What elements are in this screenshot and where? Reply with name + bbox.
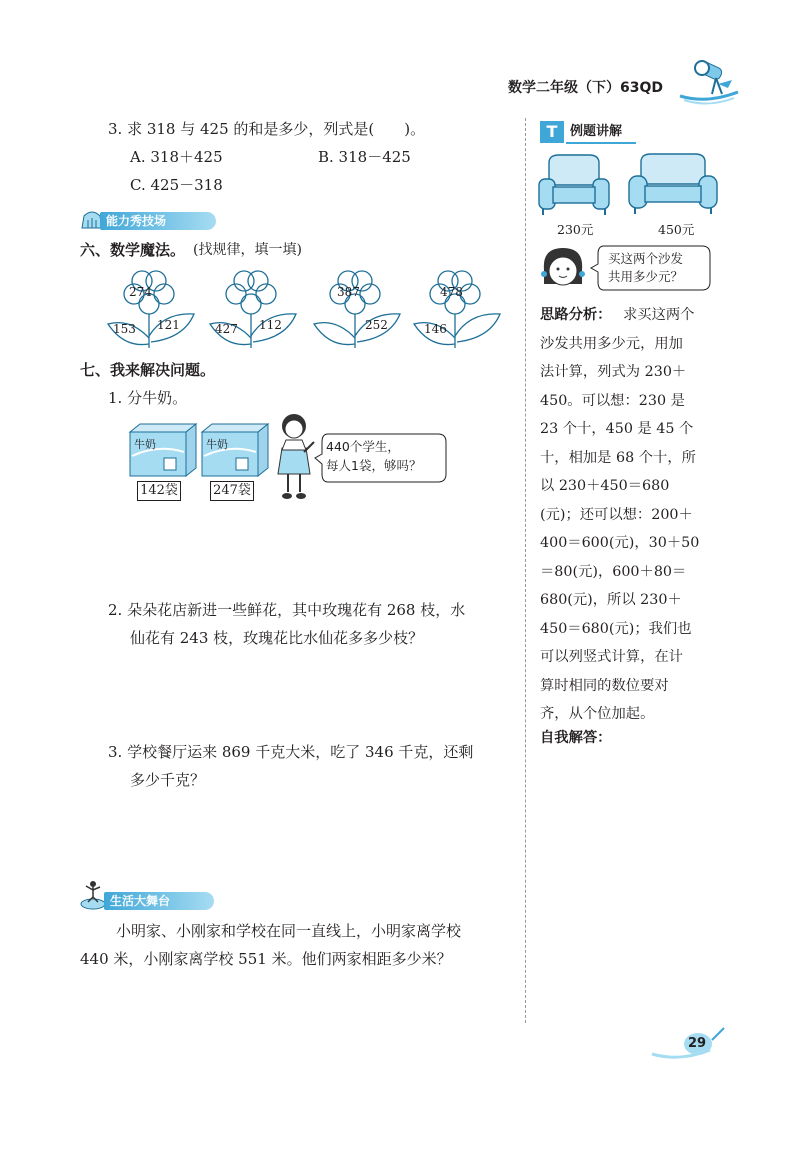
analysis-line: ＝80(元)，600＋80＝ — [540, 563, 687, 580]
milk-box-label: 牛奶 — [206, 438, 228, 451]
section6-title: 六、数学魔法。 — [80, 241, 186, 259]
p3-line1: 3. 学校餐厅运来 869 千克大米，吃了 346 千克，还剩 — [108, 743, 474, 761]
flower — [310, 268, 405, 350]
analysis-line: 680(元)，所以 230＋ — [540, 592, 682, 608]
analysis-line: 求买这两个 — [623, 307, 695, 323]
section6-hint: (找规律，填一填) — [193, 242, 302, 258]
milk-box — [200, 422, 270, 478]
milk-speech-line1: 440个学生， — [326, 439, 400, 454]
analysis-line: (元)；还可以想：200＋ — [540, 506, 693, 523]
ability-banner: 能力秀技场 — [100, 212, 216, 230]
flower-right: 112 — [259, 318, 282, 332]
flower-outline-icon — [410, 268, 505, 350]
analysis-line: 法计算，列式为 230＋ — [540, 364, 687, 380]
sidebar-speech-line2: 共用多少元？ — [608, 269, 684, 284]
flower — [104, 268, 199, 350]
sidebar-banner: 例题讲解 — [566, 122, 636, 144]
life-line2: 440 米，小刚家离学校 551 米。他们两家相距多少米？ — [80, 950, 452, 968]
flower-top: 387 — [337, 285, 360, 299]
milk-box-label: 牛奶 — [134, 438, 156, 451]
flower-left: 153 — [113, 322, 136, 336]
dancer-stage-icon — [80, 880, 106, 910]
q3-option-c: C. 425－318 — [130, 176, 223, 194]
analysis-line: 23 个十，450 是 45 个 — [540, 421, 694, 437]
analysis-line: 沙发共用多少元，用加 — [540, 335, 683, 352]
flower-top: 274 — [129, 285, 152, 299]
flower-outline-icon — [206, 268, 301, 350]
milk-count-2: 247袋 — [210, 481, 254, 501]
girl-illustration-icon — [272, 412, 318, 504]
girl-face-icon — [538, 244, 588, 294]
header-title: 数学二年级（下）63QD — [508, 80, 664, 96]
flower-left: 427 — [215, 322, 238, 336]
column-divider — [525, 118, 526, 1023]
flower — [206, 268, 301, 350]
sidebar-banner-marker: T — [540, 121, 564, 143]
q3-option-a: A. 318＋425 — [130, 148, 223, 166]
p2-line1: 2. 朵朵花店新进一些鲜花，其中玫瑰花有 268 枝，水 — [108, 601, 466, 619]
q3-text: 3. 求 318 与 425 的和是多少，列式是( )。 — [108, 120, 426, 138]
page-number: 29 — [688, 1036, 707, 1051]
sofa-price-1: 230元 — [557, 222, 594, 237]
milk-count-1: 142袋 — [137, 481, 181, 501]
flower-right: 252 — [365, 318, 388, 332]
sofa-small-icon — [537, 153, 611, 217]
milk-speech-line2: 每人1袋，够吗？ — [326, 458, 422, 473]
p2-line2: 仙花有 243 枝，玫瑰花比水仙花多多少枝？ — [130, 629, 424, 647]
analysis-line: 齐，从个位加起。 — [540, 706, 655, 722]
flower-outline-icon — [310, 268, 405, 350]
p3-line2: 多少千克？ — [130, 771, 206, 789]
flower-right: 121 — [157, 318, 180, 332]
telescope-logo-icon — [672, 58, 742, 106]
life-banner: 生活大舞台 — [104, 892, 214, 910]
analysis-line: 可以列竖式计算，在计 — [540, 649, 683, 665]
sidebar-speech-line1: 买这两个沙发 — [608, 251, 684, 266]
flower-left: 146 — [424, 322, 447, 336]
flower — [410, 268, 505, 350]
section7-title: 七、我来解决问题。 — [80, 361, 216, 379]
analysis-line: 十，相加是 68 个十，所 — [540, 449, 696, 466]
q3-option-b: B. 318－425 — [318, 148, 411, 166]
analysis-line: 以 230＋450＝680 — [540, 478, 670, 494]
answer-label: 自我解答： — [540, 730, 612, 746]
p1-text: 1. 分牛奶。 — [108, 389, 188, 407]
life-line1: 小明家、小刚家和学校在同一直线上，小明家离学校 — [116, 922, 462, 940]
milk-box — [128, 422, 198, 478]
analysis-label: 思路分析： — [540, 307, 612, 323]
analysis-line: 450。可以想：230 是 — [540, 392, 685, 409]
analysis-line: 450＝680(元)；我们也 — [540, 620, 692, 637]
flower-outline-icon — [104, 268, 199, 350]
analysis-line: 400＝600(元)，30＋50 — [540, 535, 700, 551]
analysis-line: 算时相同的数位要对 — [540, 677, 669, 694]
sofa-large-icon — [627, 152, 719, 216]
flower-top: 478 — [440, 285, 463, 299]
sofa-price-2: 450元 — [658, 222, 695, 237]
